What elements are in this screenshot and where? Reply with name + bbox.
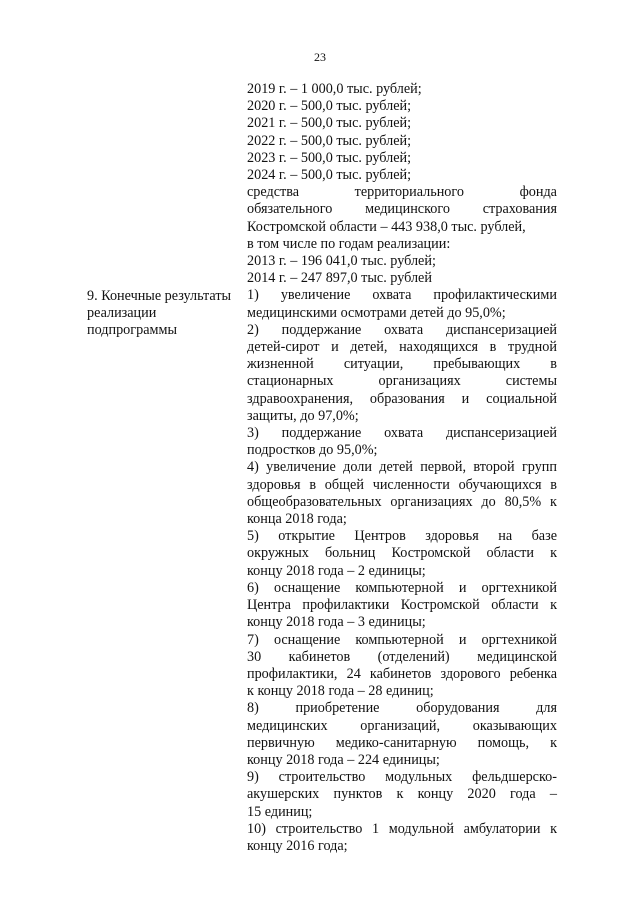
word: амбулатории xyxy=(463,820,541,837)
word: оказывающих xyxy=(472,717,557,734)
word: к xyxy=(550,597,557,614)
result-item-4 xyxy=(247,459,557,476)
word: 10) xyxy=(247,820,266,837)
result-item-6-text xyxy=(247,597,557,614)
result-item-1-text: медицинскими осмотрами детей до 95,0%; xyxy=(247,304,506,321)
word: медицинской xyxy=(477,648,557,665)
result-item-4-text xyxy=(247,494,557,511)
word: первой, xyxy=(420,459,467,476)
document-table xyxy=(87,81,557,855)
word: 7) xyxy=(247,631,259,648)
word: компьютерной xyxy=(355,579,444,596)
word: на xyxy=(498,528,513,545)
word: Костромской xyxy=(400,597,480,614)
word: 2) xyxy=(247,321,259,338)
result-item-10-text: концу 2016 года; xyxy=(247,837,348,854)
word: жизненной xyxy=(247,356,314,373)
result-item-2 xyxy=(247,322,557,339)
word: находящихся xyxy=(399,339,478,356)
word: охвата xyxy=(384,425,424,442)
funding-year-line: 2024 г. – 500,0 тыс. рублей; xyxy=(247,167,412,184)
section-heading-line: 9. Конечные результаты xyxy=(87,288,232,304)
word: увеличение xyxy=(280,287,351,304)
result-item-9-text xyxy=(247,786,557,803)
word: стационарных xyxy=(247,373,334,390)
word: здорового xyxy=(440,665,501,682)
word: профилактическими xyxy=(433,287,557,304)
word: детей-сирот xyxy=(247,339,320,356)
word: 1 xyxy=(371,820,380,837)
word: средства xyxy=(247,184,300,201)
word: медицинского xyxy=(365,201,450,218)
result-item-5 xyxy=(247,528,557,545)
word: до xyxy=(481,493,496,510)
word: оборудования xyxy=(416,700,500,717)
result-item-7-text xyxy=(247,666,557,683)
word: к xyxy=(550,493,557,510)
word: кабинетов xyxy=(369,665,432,682)
word: 4) xyxy=(247,459,259,476)
result-item-2-text xyxy=(247,339,557,356)
word: обучающихся xyxy=(458,476,542,493)
section-heading-cell xyxy=(87,81,247,855)
word: Центра xyxy=(247,597,291,614)
section-heading-line: реализации xyxy=(87,305,157,322)
word: диспансеризацией xyxy=(445,425,557,442)
result-item-2-text xyxy=(247,356,557,373)
word: организациях xyxy=(390,493,473,510)
result-item-3 xyxy=(247,425,557,442)
word: охвата xyxy=(384,321,424,338)
tfoms-line xyxy=(247,201,557,218)
word: второй xyxy=(473,459,515,476)
word: групп xyxy=(521,459,557,476)
word: 3) xyxy=(247,425,259,442)
word: фонда xyxy=(519,184,557,201)
word: страхования xyxy=(482,201,557,218)
word: профилактики xyxy=(302,597,390,614)
word: для xyxy=(536,700,557,717)
word: общеобразовательных xyxy=(247,493,382,510)
word: 1) xyxy=(247,287,259,304)
result-item-8-text xyxy=(247,718,557,735)
word: оргтехникой xyxy=(481,631,557,648)
result-item-7 xyxy=(247,632,557,649)
word: акушерских xyxy=(247,786,320,803)
result-item-6-text: концу 2018 года – 3 единицы; xyxy=(247,614,426,631)
section-content-cell xyxy=(247,81,557,855)
word: открытие xyxy=(278,528,335,545)
word: пунктов xyxy=(333,786,383,803)
word: детей xyxy=(379,459,413,476)
word: здравоохранения, xyxy=(247,390,354,407)
result-item-2-text xyxy=(247,391,557,408)
word: модульной xyxy=(388,820,454,837)
result-item-6 xyxy=(247,580,557,597)
word: 8) xyxy=(247,700,259,717)
word: концу xyxy=(417,786,454,803)
word: приобретение xyxy=(295,700,380,717)
word: к xyxy=(550,820,557,837)
word: пребывающих xyxy=(433,356,521,373)
word: медико-санитарную xyxy=(335,734,457,751)
word: компьютерной xyxy=(355,631,444,648)
word: кабинетов xyxy=(288,648,351,665)
word: области xyxy=(491,597,539,614)
tfoms-line: в том числе по годам реализации: xyxy=(247,235,451,252)
result-item-5-text: концу 2018 года – 2 единицы; xyxy=(247,562,426,579)
word: увеличение xyxy=(266,459,336,476)
word: доли xyxy=(343,459,372,476)
word: диспансеризацией xyxy=(445,321,557,338)
result-item-3-text: подростков до 95,0%; xyxy=(247,442,378,459)
word: к xyxy=(396,786,404,803)
word: территориального xyxy=(354,184,464,201)
funding-year-line: 2022 г. – 500,0 тыс. рублей; xyxy=(247,132,412,149)
funding-year-line: 2013 г. – 196 041,0 тыс. рублей; xyxy=(247,253,436,270)
word: оснащение xyxy=(273,631,341,648)
word: модульных xyxy=(385,769,453,786)
word: численности xyxy=(372,476,450,493)
word: в xyxy=(550,356,557,373)
word: ребенка xyxy=(509,665,557,682)
word: первичную xyxy=(247,734,315,751)
word: и xyxy=(458,579,467,596)
funding-year-line: 2023 г. – 500,0 тыс. рублей; xyxy=(247,149,412,166)
word: к xyxy=(550,734,557,751)
word: строительство xyxy=(278,769,366,786)
result-item-8-text xyxy=(247,735,557,752)
word: детей, xyxy=(350,339,388,356)
result-item-8-text: концу 2018 года – 224 единицы; xyxy=(247,751,440,768)
word: Костромской xyxy=(391,545,471,562)
word: медицинских xyxy=(247,717,328,734)
page-number: 23 xyxy=(314,50,326,64)
word: в xyxy=(550,476,557,493)
word: охвата xyxy=(372,287,412,304)
result-item-1 xyxy=(247,287,557,304)
word: социальной xyxy=(486,390,557,407)
word: Центров xyxy=(354,528,406,545)
word: к xyxy=(550,545,557,562)
word: 30 xyxy=(247,648,262,665)
word: – xyxy=(549,786,557,803)
word: года xyxy=(510,786,536,803)
result-item-7-text xyxy=(247,649,557,666)
word: 5) xyxy=(247,528,259,545)
word: системы xyxy=(505,373,557,390)
word: строительство xyxy=(275,820,363,837)
word: окружных xyxy=(247,545,309,562)
result-item-10 xyxy=(247,821,557,838)
word: и xyxy=(331,339,339,356)
word: ситуации, xyxy=(343,356,404,373)
result-item-4-text xyxy=(247,477,557,494)
word: поддержание xyxy=(281,425,362,442)
word: в xyxy=(309,476,317,493)
word: профилактики, xyxy=(247,665,338,682)
word: 24 xyxy=(346,665,361,682)
word: и xyxy=(458,631,467,648)
funding-year-line: 2020 г. – 500,0 тыс. рублей; xyxy=(247,98,412,115)
result-item-7-text: к концу 2018 года – 28 единиц; xyxy=(247,683,434,700)
result-item-4-text: конца 2018 года; xyxy=(247,511,347,528)
result-item-9 xyxy=(247,769,557,786)
word: поддержание xyxy=(281,321,362,338)
word: фельдшерско- xyxy=(472,769,557,786)
word: в xyxy=(489,339,497,356)
word: здоровья xyxy=(425,528,479,545)
word: и xyxy=(461,390,470,407)
word: базе xyxy=(531,528,557,545)
word: трудной xyxy=(507,339,557,356)
section-heading-line: подпрограммы xyxy=(87,322,177,339)
result-item-5-text xyxy=(247,545,557,562)
result-item-8 xyxy=(247,700,557,717)
result-item-9-text: 15 единиц; xyxy=(247,803,313,820)
tfoms-line xyxy=(247,184,557,201)
word: 6) xyxy=(247,579,259,596)
tfoms-line: Костромской области – 443 938,0 тыс. рублей, xyxy=(247,218,526,235)
word: 9) xyxy=(247,769,259,786)
word: (отделений) xyxy=(377,648,450,665)
word: больниц xyxy=(324,545,376,562)
word: помощь, xyxy=(477,734,530,751)
word: образования xyxy=(369,390,445,407)
word: оргтехникой xyxy=(481,579,557,596)
result-item-2-text xyxy=(247,373,557,390)
word: здоровья xyxy=(247,476,301,493)
funding-year-line: 2019 г. – 1 000,0 тыс. рублей; xyxy=(247,81,422,97)
word: 80,5% xyxy=(504,493,542,510)
word: оснащение xyxy=(273,579,341,596)
word: общей xyxy=(324,476,364,493)
funding-year-line: 2021 г. – 500,0 тыс. рублей; xyxy=(247,115,412,132)
word: 2020 xyxy=(467,786,496,803)
result-item-2-text: защиты, до 97,0%; xyxy=(247,407,359,424)
word: организаций, xyxy=(360,717,441,734)
word: обязательного xyxy=(247,201,333,218)
funding-year-line: 2014 г. – 247 897,0 тыс. рублей xyxy=(247,270,432,287)
word: области xyxy=(486,545,534,562)
word: организациях xyxy=(378,373,461,390)
